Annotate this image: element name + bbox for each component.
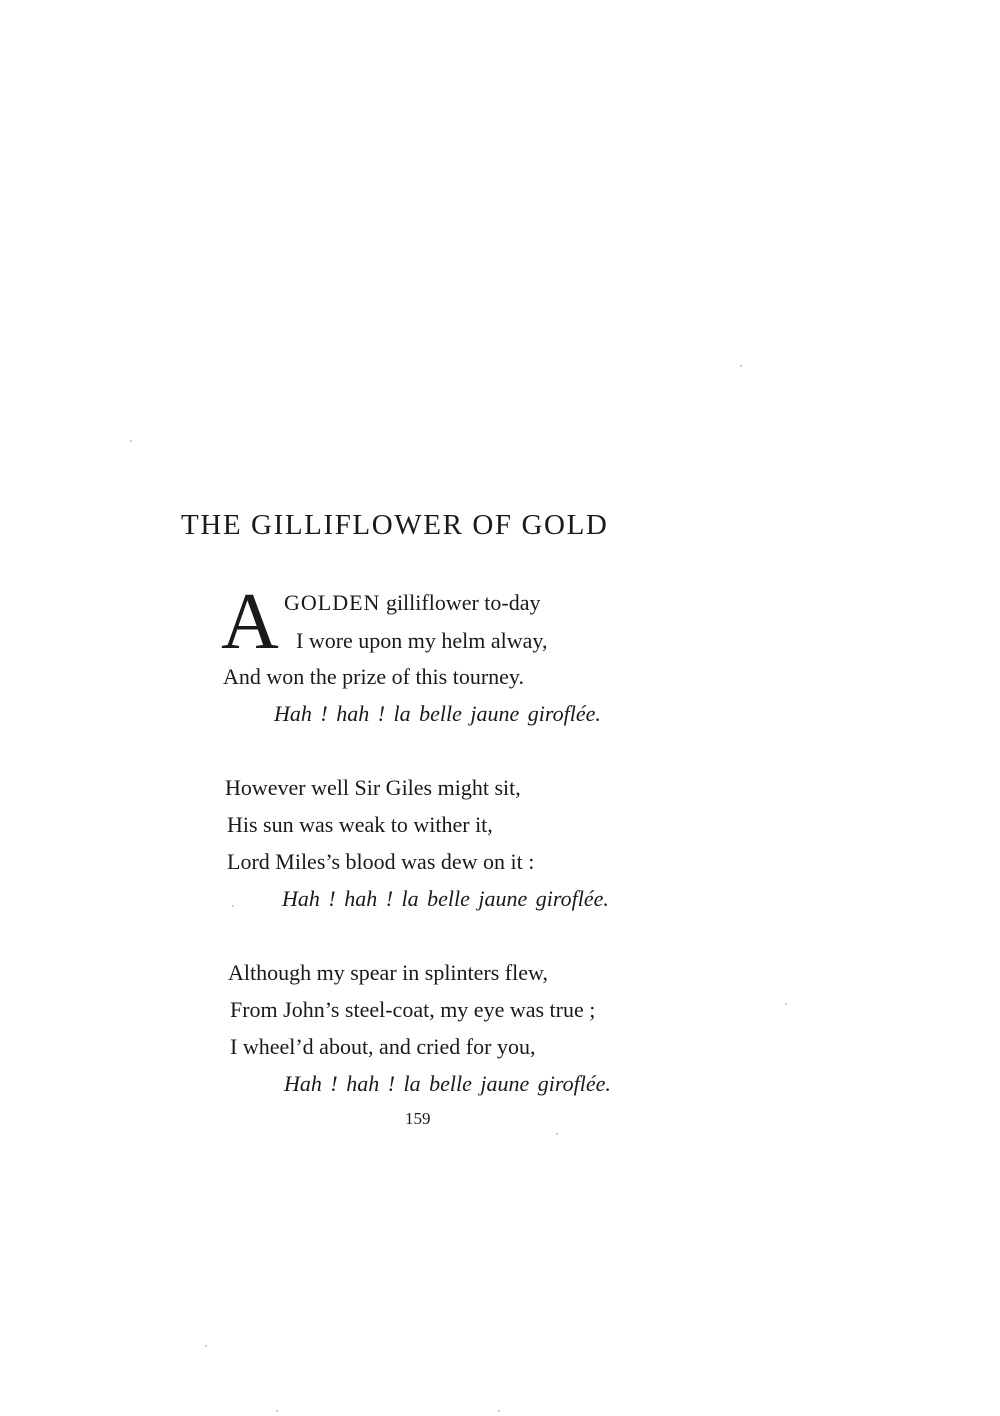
stanza-1-line-2: I wore upon my helm alway, xyxy=(296,628,548,653)
stanza-2-refrain: Hah ! hah ! la belle jaune giroflée. xyxy=(282,886,609,911)
stanza-3-refrain: Hah ! hah ! la belle jaune giroflée. xyxy=(284,1071,611,1096)
page-number: 159 xyxy=(405,1109,431,1128)
scan-speck xyxy=(740,365,742,367)
stanza-3-line-3: I wheel’d about, and cried for you, xyxy=(230,1034,536,1059)
scan-speck xyxy=(556,1133,558,1135)
stanza-1-refrain: Hah ! hah ! la belle jaune giroflée. xyxy=(274,701,601,726)
stanza-1-line-3: And won the prize of this tourney. xyxy=(223,664,525,689)
scan-speck xyxy=(205,1345,207,1347)
scan-speck xyxy=(498,1410,500,1412)
stanza-2-line-2: His sun was weak to wither it, xyxy=(227,812,493,837)
stanza-1-line-1-lead: GOLDEN xyxy=(284,590,381,615)
scan-speck xyxy=(130,440,132,442)
drop-cap: A xyxy=(221,578,279,666)
stanza-3-line-1: Although my spear in splinters flew, xyxy=(228,960,548,985)
scan-speck xyxy=(232,905,234,907)
scan-speck xyxy=(276,1410,278,1412)
stanza-3-line-2: From John’s steel-coat, my eye was true ; xyxy=(230,997,596,1022)
stanza-2-line-3: Lord Miles’s blood was dew on it : xyxy=(227,849,535,874)
stanza-1-line-1-rest: gilliflower to-day xyxy=(380,590,541,615)
poem-title: THE GILLIFLOWER OF GOLD xyxy=(181,509,609,541)
scan-speck xyxy=(785,1003,787,1005)
stanza-1-line-1 xyxy=(284,592,541,614)
stanza-2-line-1: However well Sir Giles might sit, xyxy=(225,775,521,800)
